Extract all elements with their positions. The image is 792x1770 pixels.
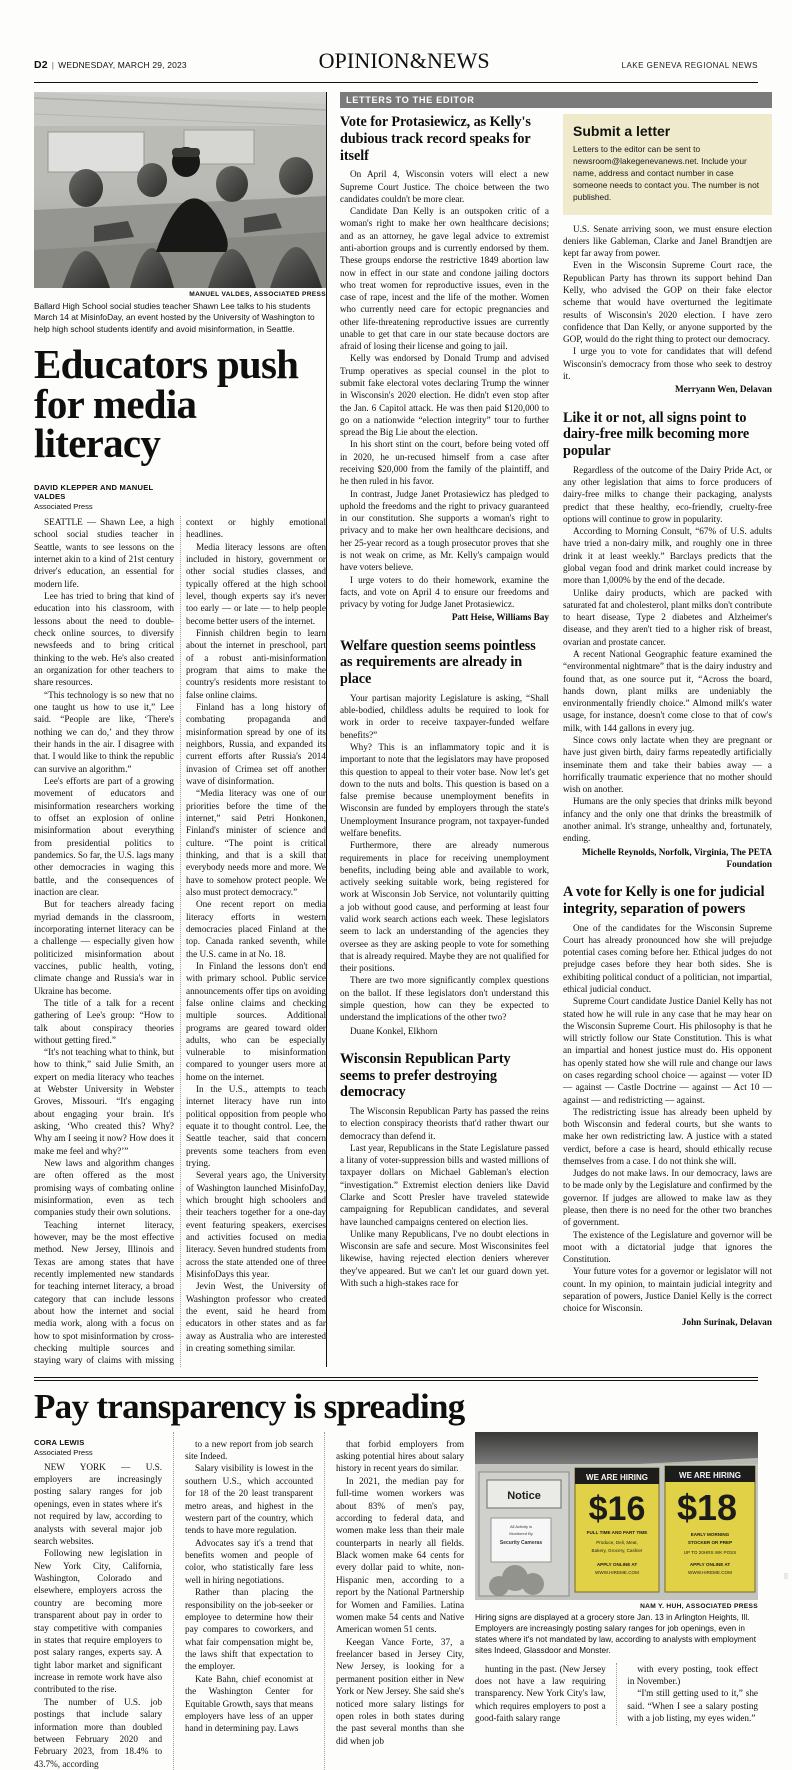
svg-text:STOCKER OR PREP: STOCKER OR PREP xyxy=(687,1539,733,1545)
letters-grid xyxy=(340,114,772,1328)
bottom-col-3 xyxy=(325,1432,464,1770)
classroom-photo-illustration xyxy=(34,92,326,288)
paragraph: Kelly was endorsed by Donald Trump and advised Trump operatives as special counsel in the plot to submit fake electoral votes declaring Trump the winner in Wisconsin's 2020 election. He didn't even stop after the Jan. 6 Capitol attack. He was then paid $120,000 to go on a nationwide “election integrity” tour to further spread the Big Lie about the election. xyxy=(340,353,549,438)
paragraph: Why? This is an inflammatory topic and it is important to note that the legislators may have proposed this question to appeal to their voter base. Now let's get down to the nuts and bolts. This question is based on a false premise because unemployment benefits in Wisconsin are funded by employers through the state's Unemployment Insurance program, not taxpayer-funded welfare benefits. xyxy=(340,742,549,838)
letters-right-column xyxy=(563,114,772,1328)
bottom-headline: Pay transparency is spreading xyxy=(34,1386,465,1426)
we-are-hiring-label-2: WE ARE HIRING xyxy=(679,1470,741,1480)
paragraph: Salary visibility is lowest in the southern U.S., which accounted for 18 of the 20 least transparent metro areas, and highest in the western part of the country, which tends to have more regulation. xyxy=(185,1463,314,1536)
paragraph: Lee has tried to bring that kind of education into his classroom, with lessons about the need to double-check online sources, to diversify newsfeeds and to bring critical thinking to the web. He's also created an organization for other teachers to share resources. xyxy=(34,591,174,688)
lead-headline: Educators push for media literacy xyxy=(34,340,299,467)
paragraph: Keegan Vance Forte, 37, a freelancer based in Jersey City, New Jersey, is looking for a permanent position either in New York or New Jersey. She said she's noticed more salary listings for open roles in both states during the past several months than she did when job xyxy=(336,1636,465,1746)
letter-signature: Michelle Reynolds, Norfolk, Virginia, The PETA Foundation xyxy=(581,846,772,869)
svg-text:Bakery, Grocery, Cashier: Bakery, Grocery, Cashier xyxy=(591,1547,643,1553)
svg-text:All Activity is: All Activity is xyxy=(509,1523,533,1529)
paragraph: with every posting, took effect in November.) xyxy=(627,1663,759,1686)
bottom-story-rule xyxy=(34,1377,758,1381)
paragraph: Unlike dairy products, which are packed with saturated fat and cholesterol, plant milks don't contribute to heart disease, Type 2 diabetes and Alzheimer's disease, and they aren't tied to a higher risk of breast, ovarian and prostate cancer. xyxy=(563,587,772,647)
bottom-body-1 xyxy=(34,1461,162,1770)
paragraph: The existence of the Legislature and governor will be moot with a dictatorial judge that ignores the Constitution. xyxy=(563,1229,772,1265)
paragraph: Even in the Wisconsin Supreme Court race, the Republican Party has thrown its support behind Dan Kelly, who advised the GOP on their fake elector scheme that would have overturned the legitimate results of Wisconsin's 2020 election. I have zero confidence that Dan Kelly, or anyone supported by the GOP, would do the right thing to protect our democracy. xyxy=(563,260,772,345)
letter-signature: John Surinak, Delavan xyxy=(681,1316,772,1327)
paragraph: A recent National Geographic feature examined the “environmental nightmare” that is the dairy industry and found that, as one source put it, “Across the board, hands down, plant milks are undeniably the environmentally friendly choice.” Almond milk's water usage, for instance, doesn't come close to that of cow's milk, with 144 gallons in every jug. xyxy=(563,649,772,733)
letter-body xyxy=(340,692,549,1037)
paragraph: Your future votes for a governor or legislator will not count. In my opinion, to maintain judicial integrity and separation of powers, Justice Daniel Kelly is the correct choice for Wisconsin. xyxy=(563,1266,772,1314)
paragraph: Regardless of the outcome of the Dairy Pride Act, or any other legislation that aims to force producers of dairy-free milks to change their packaging, analysts predict that these healthy, eco-friendly, cruelty-free options will continue to grow in popularity. xyxy=(563,464,772,524)
bottom-lower-columns xyxy=(475,1663,758,1725)
paragraph: New laws and algorithm changes are often offered as the most promising ways of combating online misinformation, even as tech companies study their own solutions. xyxy=(34,1158,174,1218)
paragraph: Advocates say it's a trend that benefits women and people of color, who statistically fare less well in hiring negotiations. xyxy=(185,1537,314,1585)
letter-headline: Wisconsin Republican Party seems to prefer destroying democracy xyxy=(340,1050,511,1101)
main-grid xyxy=(34,92,772,1367)
lead-byline-org: Associated Press xyxy=(34,502,93,512)
svg-text:Produce, Deli, Meat,: Produce, Deli, Meat, xyxy=(596,1539,638,1545)
letter-headline: Welfare question seems pointless as requirements are already in place xyxy=(340,637,536,688)
paragraph: The Wisconsin Republican Party has passed the reins to election conspiracy theorists that'd rather thwart our democracy than defend it. xyxy=(340,1106,549,1141)
submit-box-title: Submit a letter xyxy=(573,123,671,139)
paragraph: Kate Bahn, chief economist at the Washington Center for Equitable Growth, says that means employers have less of an upper hand in determining pay. Laws xyxy=(185,1673,314,1734)
bottom-gutter-3 xyxy=(464,1432,475,1770)
lead-story-column xyxy=(34,92,326,1367)
letters-gutter xyxy=(549,114,563,1328)
lead-byline-and-body-top xyxy=(34,470,326,511)
paragraph: In Finland the lessons don't end with primary school. Public service announcements offer tips on avoiding false online claims and checking multiple sources. Additional programs are geared toward older adults, who can be especially vulnerable to misinformation compared to younger users more at home on the internet. xyxy=(186,960,326,1082)
section-title: OPINION&NEWS xyxy=(318,48,490,73)
paragraph: In the U.S., attempts to teach internet literacy have run into political opposition from people who equate it to thought control. Lee, the Seattle teacher, said that concern prevents some teachers from even trying. xyxy=(186,1084,326,1169)
paragraph: U.S. Senate arriving soon, we must ensure election deniers like Gableman, Clarke and Janel Brandtjen are kept far away from power. xyxy=(563,223,772,259)
bottom-col-1 xyxy=(34,1432,162,1770)
masthead-date: WEDNESDAY, MARCH 29, 2023 xyxy=(58,60,187,70)
svg-text:EARLY MORNING: EARLY MORNING xyxy=(690,1531,730,1537)
wage-sign-16: $16 xyxy=(588,1489,646,1528)
svg-text:APPLY ONLINE AT: APPLY ONLINE AT xyxy=(596,1561,638,1567)
paragraph: Since cows only lactate when they are pregnant or have just given birth, dairy farms repeatedly artificially inseminate them and take their babies away — a horrifically traumatic experience that no mother should wish on another. xyxy=(563,734,772,795)
page-number: D2 xyxy=(34,59,48,71)
wage-sign-18: $18 xyxy=(676,1486,738,1528)
paragraph: NEW YORK — U.S. employers are increasingly posting salary ranges for job openings, even in states where it's not required by law, according to analysts with several major job search websites. xyxy=(34,1461,163,1546)
bottom-gutter-4 xyxy=(606,1663,618,1725)
paragraph: The redistricting issue has already been upheld by both Wisconsin and federal courts, but she wants to make her own redistricting law. A justice with a stated verdict, before a case is heard, should ethically recuse themselves from a case. I do not think she will. xyxy=(563,1106,772,1166)
svg-text:WWW.HIREME.COM: WWW.HIREME.COM xyxy=(688,1569,732,1575)
paragraph: Last year, Republicans in the State Legislature passed a litany of voter-suppression bills and wasted millions of taxpayer dollars on Michael Gableman's election “investigation.” Extremist election deniers like David Clarke and Scott Presler have traveled statewide campaigning for Republican candidates, and several have launched campaigns centered on election lies. xyxy=(340,1142,549,1227)
paragraph: According to Morning Consult, “67% of U.S. adults have tried a non-dairy milk, and roughly one in three drink it at least weekly.” Barclays predicts that the global vegan food and drink market could increase by more than 1,000% by the end of the decade. xyxy=(563,526,772,586)
letter-signature: Patt Heise, Williams Bay xyxy=(451,612,549,623)
notice-sign-text: Notice xyxy=(507,1489,541,1502)
paragraph: “It's not teaching what to think, but how to think,” said Julie Smith, an expert on media literacy who teaches at Webster University in Webster Groves, Missouri. “It's engaging about engaging your brain. It's asking, ‘Who created this? Why? Why am I seeing it now? How does it make me feel and why?’” xyxy=(34,1047,174,1156)
paragraph: Several years ago, the University of Washington launched MisinfoDay, which brought high schoolers and their teachers together for a one-day event featuring speakers, exercises and activities focused on media literacy. Seven hundred students from across the state attended one of three MisinfoDays this year. xyxy=(186,1170,326,1280)
paragraph: to a new report from job search site Indeed. xyxy=(185,1438,314,1462)
paragraph: In contrast, Judge Janet Protasiewicz has pledged to uphold the freedoms and the right to privacy guaranteed in our constitution. She supports a woman's right to privacy and to make her own healthcare decisions, and her 25-year record as a tough prosecutor proves that she is not weak on crime, as Mr. Kelly's campaign would have voters believe. xyxy=(340,488,549,573)
paragraph: Finnish children begin to learn about the internet in preschool, part of a robust anti-misinformation program that aims to make the country's residents more resistant to false online claims. xyxy=(186,628,326,700)
paragraph: Media literacy lessons are often included in history, government or other social studies classes, and typically offered at the high school level, though experts say it's never too early — or late — to help people become better users of the internet. xyxy=(186,541,326,626)
paragraph: “This technology is so new that no one taught us how to use it,” Lee said. “People are like, ‘There's nothing we can do,’ and they throw their hands in the air. I disagree with that. I would like to think the republic can survive an algorithm.” xyxy=(34,689,174,774)
paragraph: Finland has a long history of combating propaganda and misinformation spread by one of its neighbors, Russia, and expanded its current efforts after Russia's 2014 invasion of Crimea set off another wave of disinformation. xyxy=(186,701,326,786)
letters-left-column xyxy=(340,114,549,1328)
bottom-body-5 xyxy=(617,1663,758,1725)
bottom-story xyxy=(34,1386,759,1770)
letter-body xyxy=(563,223,772,396)
letters-right-content xyxy=(563,223,772,1328)
letter-body xyxy=(340,168,549,623)
paragraph: In 2021, the median pay for full-time women workers was about 83% of men's pay, according to federal data, and women make less than their male counterparts in nearly all fields. Black women make 64 cents for every dollar paid to white, non-Hispanic men, according to a report by the National Partnership for Women and Families. Latina women make 54 cents and Native American women 51 cents. xyxy=(336,1475,465,1635)
paragraph: I urge voters to do their homework, examine the facts, and vote on April 4 to ensure our freedoms and privacy by voting for Judge Janet Protasiewicz. xyxy=(340,574,549,610)
hiring-signs-illustration xyxy=(475,1432,758,1600)
bottom-byline: CORA LEWIS xyxy=(34,1437,85,1447)
masthead-left xyxy=(34,59,187,71)
letter-body xyxy=(563,464,772,870)
paragraph: Candidate Dan Kelly is an outspoken critic of a woman's right to make her own healthcare decisions; and as an attorney, he gave legal advice to extremist anti-abortion groups and is currently endorsed by them. These groups endorse the restrictive 1849 abortion law now in effect in our state and condone jailing doctors who treat women for reproductive issues, even in the case of rape, incest and the life of the mother. Women who currently need care for ectopic pregnancies and other life-threatening reproductive issues are currently unable to get that care in our state because doctors are afraid of losing their license and going to jail. xyxy=(340,206,549,352)
paragraph: that forbid employers from asking potential hires about salary history in recent years do similar. xyxy=(336,1438,465,1474)
paragraph: The number of U.S. job postings that include salary information more than doubled between February 2020 and February 2023, from 18.4% to 43.7%, according xyxy=(34,1696,163,1769)
paragraph: Your partisan majority Legislature is asking, “Shall able-bodied, childless adults be required to look for work in order to receive taxpayer-funded welfare benefits?” xyxy=(340,692,549,740)
letters-section-bar: LETTERS TO THE EDITOR xyxy=(340,92,772,108)
lead-story-body xyxy=(34,516,326,1367)
svg-text:WWW.HIREME.COM: WWW.HIREME.COM xyxy=(595,1569,639,1575)
paragraph: But for teachers already facing myriad demands in the classroom, incorporating internet literacy can be a challenge — especially given how politicized misinformation about vaccines, public health, voting, climate change and Russia's war in Ukraine has become. xyxy=(34,899,174,996)
paragraph: SEATTLE — Shawn Lee, a high school social studies teacher in Seattle, wants to see lessons on the internet akin to a kind of 21st century driver's education, an essential for modern life. xyxy=(34,517,174,589)
letter-body xyxy=(340,1105,549,1289)
letter-signature: Merryann Wen, Delavan xyxy=(674,384,772,395)
masthead-separator: | xyxy=(51,60,55,70)
paragraph: Teaching internet literacy, however, may be the most effective method. New Jersey, Illinois and Texas are among states that have recently implemented new standards for teaching internet literacy, a broad category that can include lessons about how the internet and social media work, along with a focus on how to spot misinformation by cross-checking multiple sources and staying wary of claims with missing context or highly emotional headlines. xyxy=(34,517,326,1366)
paragraph: Jevin West, the University of Washington professor who created the event, said he heard from educators in other states and as far away as Australia who are interested in creating something similar. xyxy=(186,1281,326,1354)
paragraph: hunting in the past. (New Jersey does not have a law requiring transparency. New York City's law, which requires employers to post a good-faith salary range xyxy=(475,1663,606,1724)
page-edge-mark: 00 xyxy=(782,1573,788,1580)
publication-name: LAKE GENEVA REGIONAL NEWS xyxy=(621,61,758,70)
paragraph: Supreme Court candidate Justice Daniel Kelly has not stated how he will rule in any case that he may hear on the Wisconsin Supreme Court. His philosophy is that he will strictly follow our State Constitution. This is what an impartial and honest justice must do. His opponent has openly stated how she will rule and change our laws on cases regarding school choice — against — voter ID — against — Castle Doctrine — against — Act 10 —against — and redistricting — against. xyxy=(563,996,772,1105)
lead-byline: DAVID KLEPPER AND MANUEL VALDES xyxy=(34,483,154,502)
bottom-gutter-1 xyxy=(162,1432,174,1770)
lead-photo-credit: MANUEL VALDES, ASSOCIATED PRESS xyxy=(189,291,326,298)
paragraph: There are two more significantly complex questions on the ballot. If these legislators don't understand this simple question, how can they be expected to understand the implications of the other two? xyxy=(340,975,549,1023)
bottom-grid xyxy=(34,1432,758,1770)
bottom-byline-org: Associated Press xyxy=(34,1447,93,1457)
svg-text:Monitored By: Monitored By xyxy=(509,1530,533,1536)
bottom-photo-credit: NAM Y. HUH, ASSOCIATED PRESS xyxy=(640,1602,758,1610)
svg-text:FULL TIME AND PART TIME: FULL TIME AND PART TIME xyxy=(586,1529,648,1535)
svg-text:Security Cameras: Security Cameras xyxy=(499,1539,543,1546)
bottom-col-2 xyxy=(174,1432,313,1770)
paragraph: The title of a talk for a recent gathering of Lee's group: “How to talk about conspiracy theories without getting fired.” xyxy=(34,997,174,1045)
paragraph: Rather than placing the responsibility on the job-seeker or employee to determine how their pay compares to coworkers, and what fair compensation might be, the laws shift that expectation to the employer. xyxy=(185,1587,314,1672)
submit-a-letter-box xyxy=(563,114,772,215)
bottom-photo-cutline: Hiring signs are displayed at a grocery store Jan. 13 in Arlington Heights, Ill. Employers are increasingly posting salary ranges for job openings, even in states where it's not mandated by law, according to analysts with employment sites Indeed, Glassdoor and Monster. xyxy=(475,1612,756,1655)
paragraph: Lee's efforts are part of a growing movement of educators and misinformation researchers working to offset an explosion of online misinformation about everything from presidential politics to pandemics. So far, the U.S. lags many other democracies in waging this battle, and the consequences of inaction are clear. xyxy=(34,775,174,897)
paragraph: “I'm still getting used to it,” she said. “When I see a salary posting with a job listing, my eyes widen.” xyxy=(627,1688,759,1724)
paragraph: In his short stint on the court, before being voted off in 2020, he un-recused himself from a case after receiving $20,000 from the family of the plaintiff, and he then ruled in his favor. xyxy=(340,439,549,487)
letters-column xyxy=(326,92,772,1367)
paragraph: I urge you to vote for candidates that will defend Wisconsin's democracy from those who seek to destroy it. xyxy=(563,346,772,381)
paragraph: Unlike many Republicans, I've no doubt elections in Wisconsin are safe and secure. Most Wisconsinites feel likewise, having rejected election deniers wherever they've appeared. But we can't let our guard down yet. With such a high-stakes race for xyxy=(340,1228,549,1288)
paragraph: Following new legislation in New York City, California, Washington, Colorado and elsewhere, employers across the country are becoming more transparent about pay in order to stay competitive with companies in states that require employers to post salary ranges, experts say. A tight labor market and significant increase in remote work have also contributed to the rise. xyxy=(34,1548,163,1695)
we-are-hiring-label-1: WE ARE HIRING xyxy=(586,1472,648,1482)
paragraph: Humans are the only species that drinks milk beyond infancy and the only one that drinks the breastmilk of another animal. It's strange, unhealthy and, fortunately, ending. xyxy=(563,796,772,844)
bottom-body-4 xyxy=(475,1663,606,1725)
hiring-signs-photo xyxy=(475,1432,758,1600)
letter-signature: Duane Konkel, Elkhorn xyxy=(350,1025,438,1036)
lead-photo-cutline: Ballard High School social studies teacher Shawn Lee talks to his students March 14 at MisinfoDay, an event hosted by the University of Washington to help high school students identify and avoid misinformation, in Seattle. xyxy=(34,301,315,334)
paragraph: Judges do not make laws. In our democracy, laws are to be made only by the Legislature and confirmed by the governor. If judges are allowed to make law as they please, then there is no need for the other two branches of government. xyxy=(563,1168,772,1228)
submit-box-text: Letters to the editor can be sent to newsroom@lakegenevanews.net. Include your name, address and contact number in case someone needs to contact you. The number is not published. xyxy=(573,144,760,202)
svg-text:UP TO 20HRS WK POSS: UP TO 20HRS WK POSS xyxy=(683,1549,737,1555)
letter-body xyxy=(563,922,772,1328)
paragraph: “Media literacy was one of our priorities before the time of the internet,” said Petri Honkonen, Finland's minister of science and culture. “The point is critical thinking, and that is a skill that everybody needs more and more. We have to somehow protect people. We also must protect democracy.” xyxy=(186,788,326,897)
letter-headline: Vote for Protasiewicz, as Kelly's dubious track record speaks for itself xyxy=(340,114,531,164)
letter-headline: Like it or not, all signs point to dairy-free milk becoming more popular xyxy=(563,409,750,460)
paragraph: On April 4, Wisconsin voters will elect a new Supreme Court Justice. The choice between the two candidates couldn't be more clear. xyxy=(340,169,549,204)
paragraph: One recent report on media literacy efforts in western democracies placed Finland at the top. Canada ranked seventh, while the U.S. came in at No. 18. xyxy=(186,899,326,959)
letter-headline: A vote for Kelly is one for judicial integrity, separation of powers xyxy=(563,884,765,917)
page-masthead xyxy=(34,0,758,80)
lead-story-photo xyxy=(34,92,326,288)
bottom-gutter-2 xyxy=(313,1432,325,1770)
paragraph: One of the candidates for the Wisconsin Supreme Court has already pronounced how she will prejudge potential cases coming before her. Ethical judges do not prejudge cases before they hear both sides. She is exhibiting political conduct of a politician, not impartial, ethical judicial conduct. xyxy=(563,922,772,994)
svg-text:APPLY ONLINE AT: APPLY ONLINE AT xyxy=(689,1561,731,1567)
paragraph: Furthermore, there are already numerous requirements in place for receiving unemployment benefits, including being able and available to work, actively seeking suitable work, being registered for work at Wisconsin Job Service, not voluntarily quitting a job without good cause, and performing at least four valid work search actions each week. These legislators seem to lack an understanding of the agencies they oversee as they are asking people to vote for something that is already required. Maybe they are not qualified for their positions. xyxy=(340,840,549,974)
bottom-body-3 xyxy=(336,1438,464,1747)
masthead-rule xyxy=(34,82,758,83)
bottom-body-2 xyxy=(185,1438,313,1735)
bottom-photo-block xyxy=(475,1432,758,1770)
